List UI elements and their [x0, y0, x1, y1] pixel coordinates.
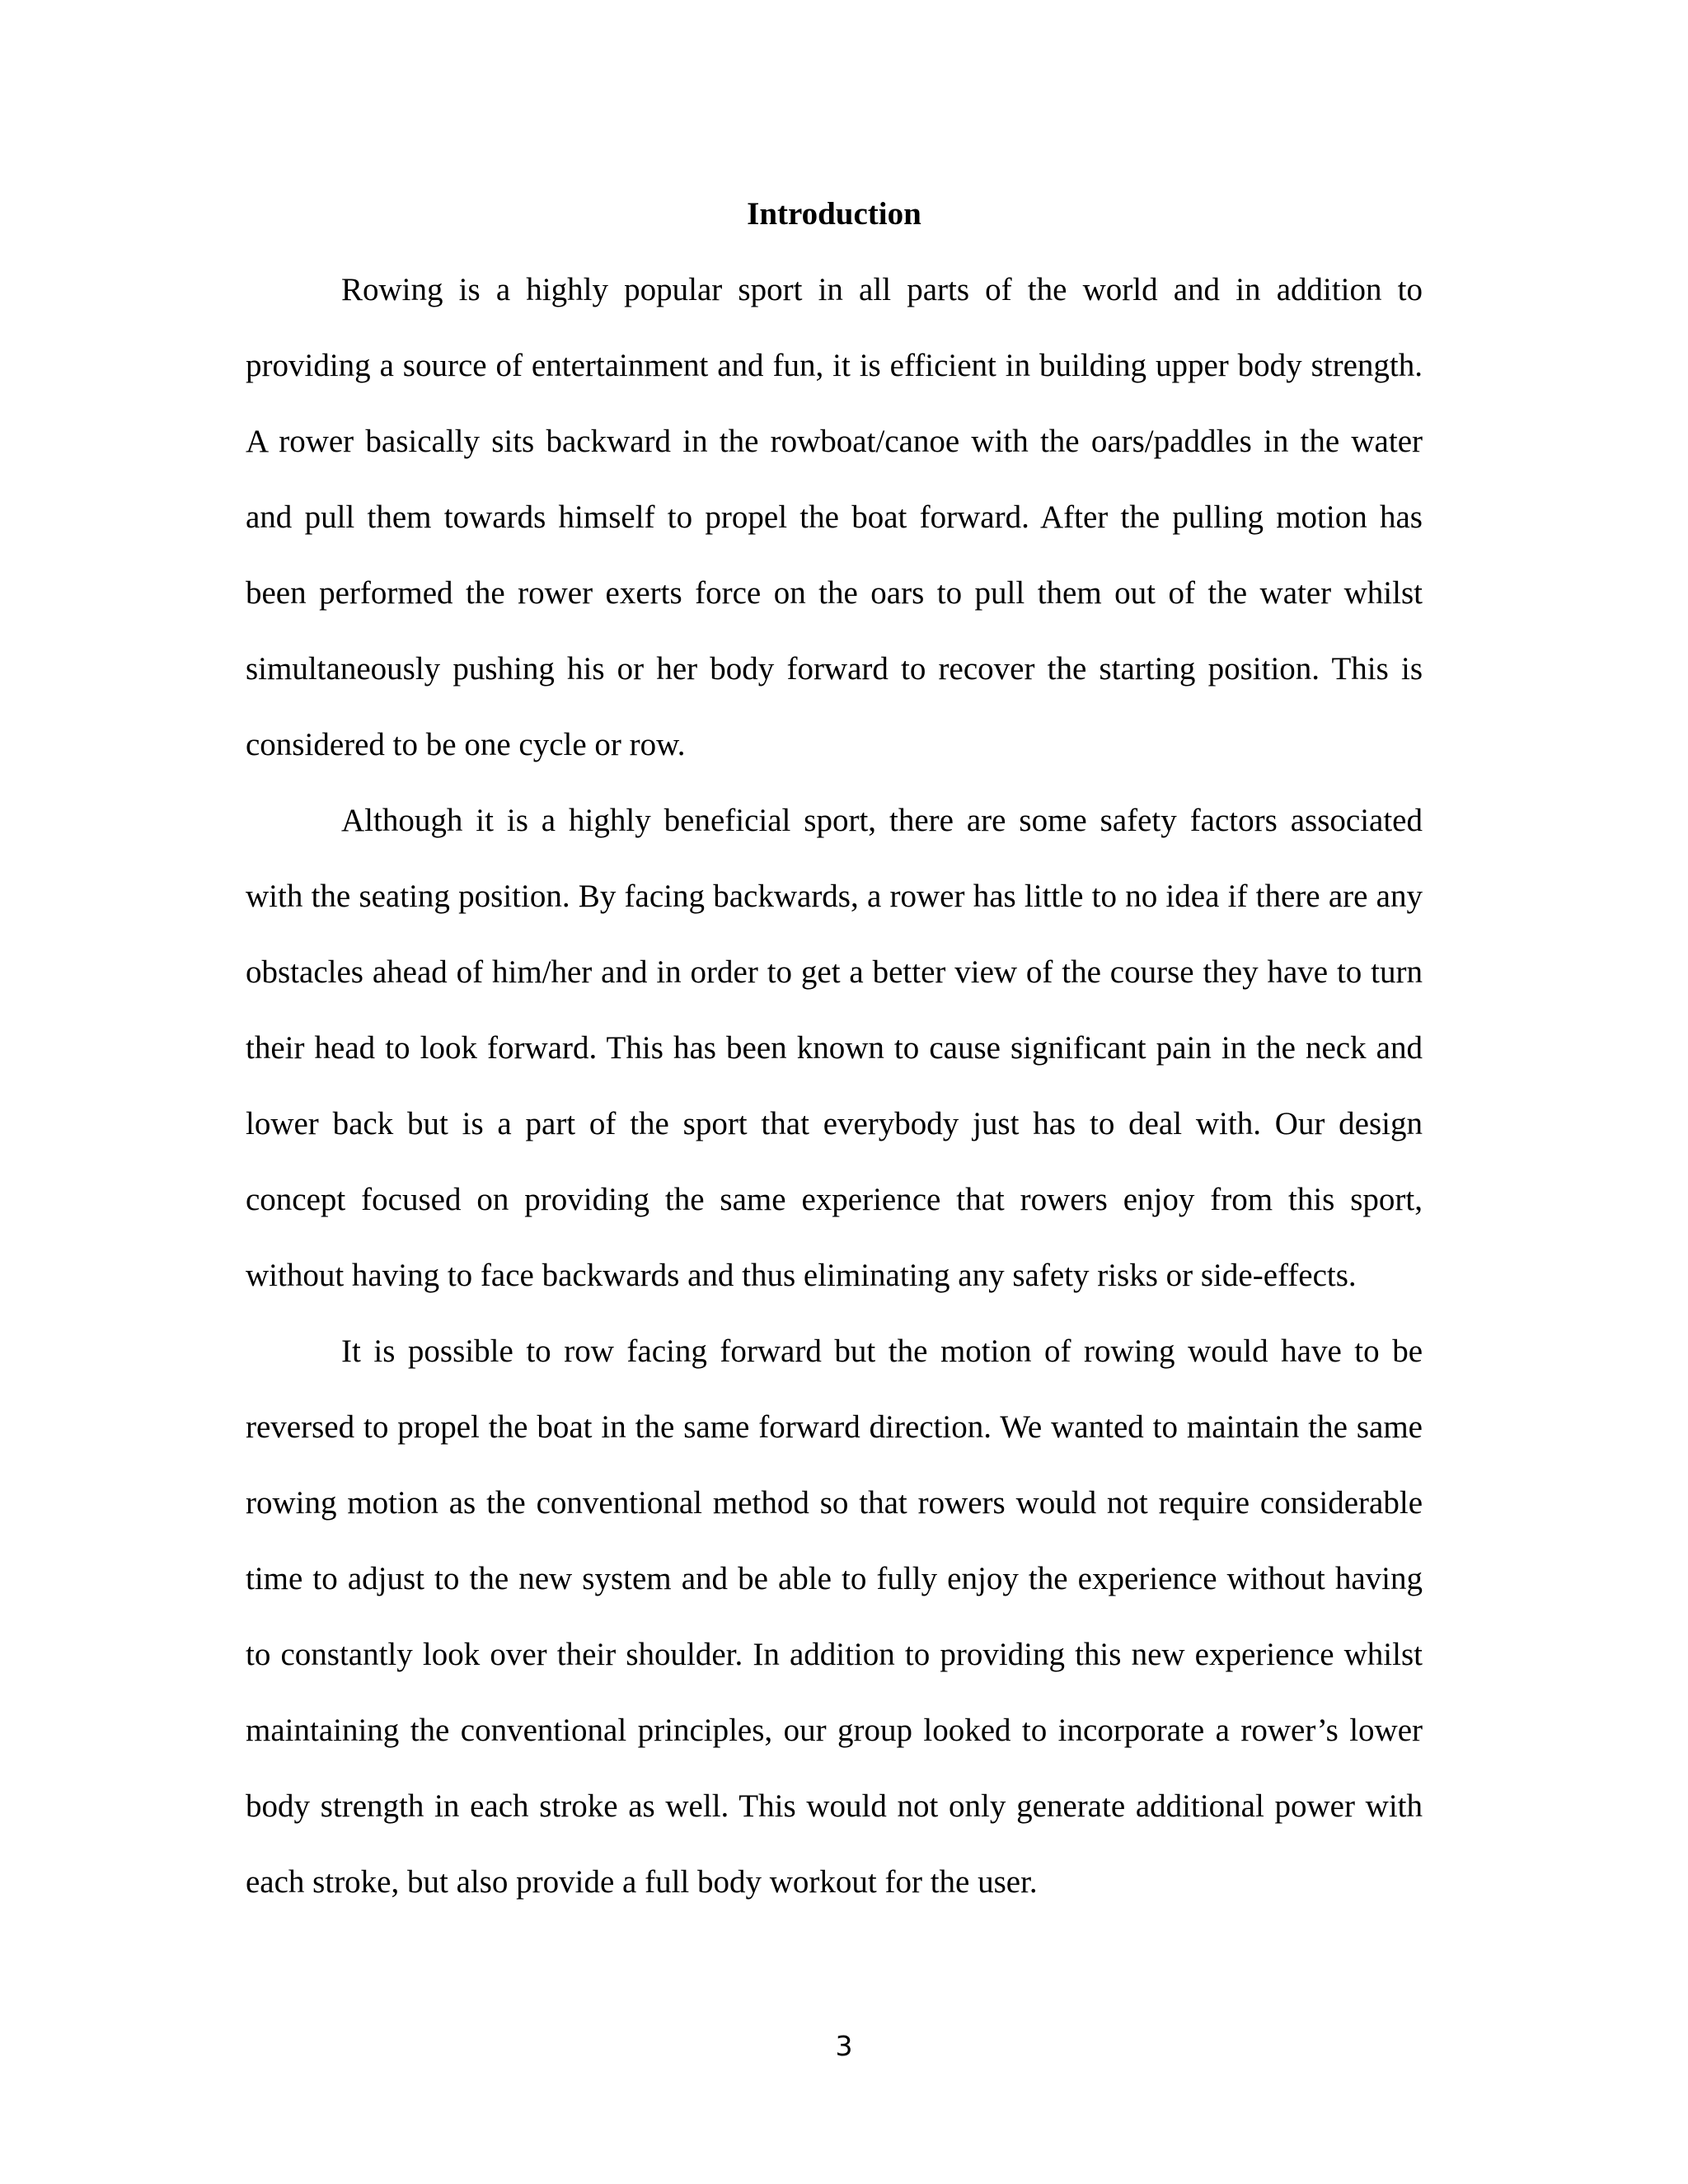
paragraph-1: Rowing is a highly popular sport in all parts of the world and in addition to providing a source of entertainment and fun, it is efficient in building upper body strength. A rower basically sits backward in the rowboat/canoe with the oars/paddles in the water and pull them towards himself to propel the boat forward. After the pulling motion has been performed the rower exerts force on the oars to pull them out of the water whilst simultaneously pushing his or her body forward to recover the starting position. This is considered to be one cycle or row.	[246, 272, 1423, 762]
page-number: 3	[835, 2030, 853, 2062]
document-body	[246, 176, 1423, 1920]
paragraph-3: It is possible to row facing forward but the motion of rowing would have to be reversed to propel the boat in the same forward direction. We wanted to maintain the same rowing motion as the conventional method so that rowers would not require considerable time to adjust to the new system and be able to fully enjoy the experience without having to constantly look over their shoulder. In addition to providing this new experience whilst maintaining the conventional principles, our group looked to incorporate a rower’s lower body strength in each stroke as well. This would not only generate additional power with each stroke, but also provide a full body workout for the user.	[246, 1333, 1423, 1900]
paragraph-2: Although it is a highly beneficial sport, there are some safety factors associated with the seating position. By facing backwards, a rower has little to no idea if there are any obstacles ahead of him/her and in order to get a better view of the course they have to turn their head to look forward. This has been known to cause significant pain in the neck and lower back but is a part of the sport that everybody just has to deal with. Our design concept focused on providing the same experience that rowers enjoy from this sport, without having to face backwards and thus eliminating any safety risks or side-effects.	[246, 803, 1423, 1293]
section-heading: Introduction	[747, 196, 921, 232]
